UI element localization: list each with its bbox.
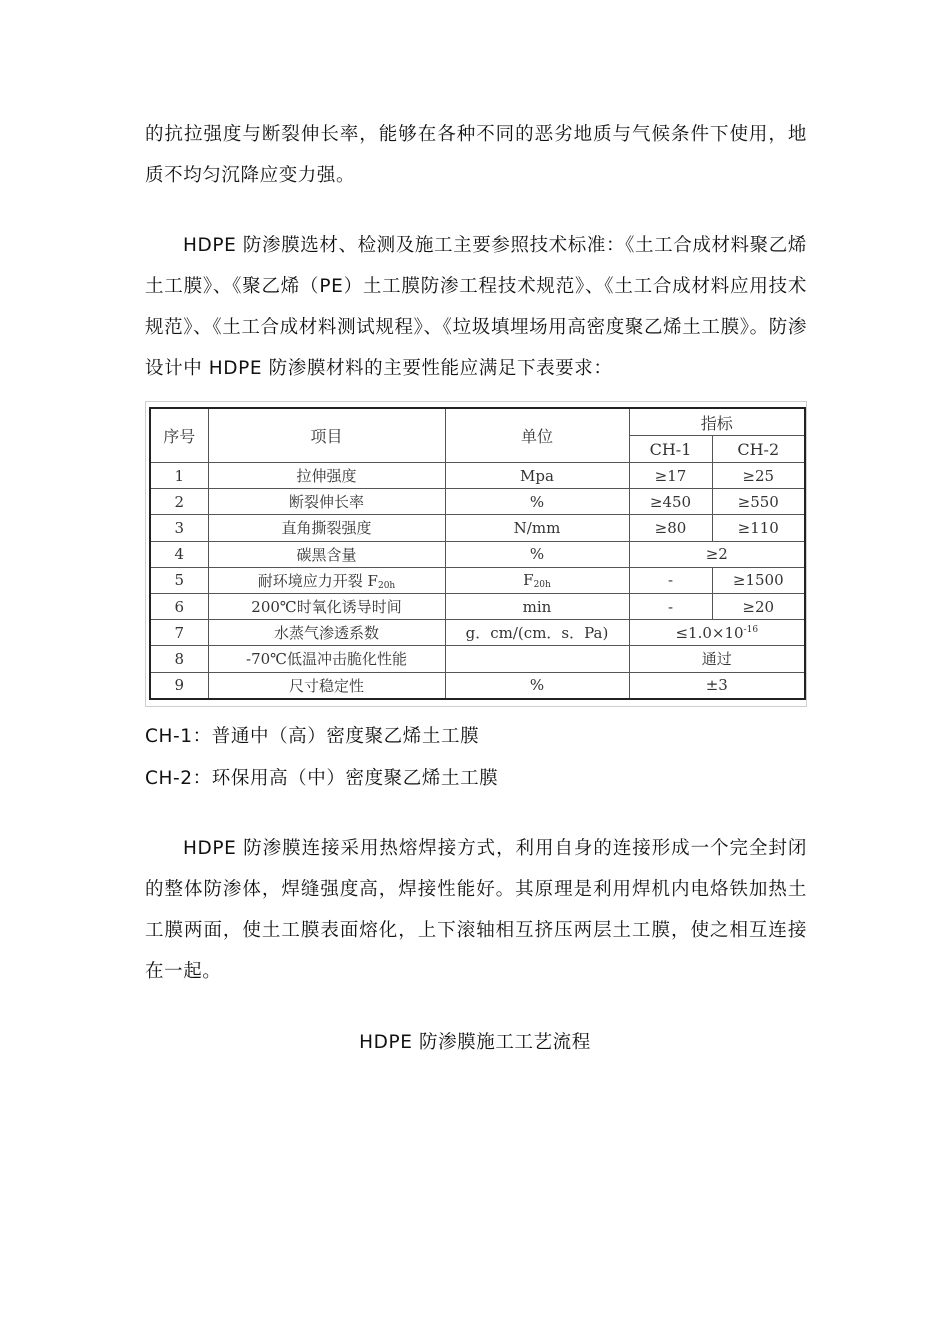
cell-item: 200℃时氧化诱导时间 [208,593,445,619]
header-index: 指标 [629,408,805,436]
cell-unit-subscript: 20h [533,579,551,590]
cell-ch1: - [629,593,712,619]
cell-merged-superscript: -16 [743,624,759,635]
cell-no: 4 [150,541,208,567]
cell-no: 8 [150,646,208,672]
cell-no: 6 [150,593,208,619]
cell-unit: min [445,593,629,619]
cell-ch2: ≥25 [712,463,805,489]
cell-item: 水蒸气渗透系数 [208,620,445,646]
cell-item: 拉伸强度 [208,463,445,489]
cell-index-merged: ≥2 [629,541,805,567]
table-row [150,541,805,567]
header-item: 项目 [208,408,445,463]
cell-item [208,567,445,593]
note-ch1: CH-1：普通中（高）密度聚乙烯土工膜 [145,726,480,747]
table-row [150,672,805,699]
table-row [150,593,805,619]
cell-item: 直角撕裂强度 [208,515,445,541]
cell-unit: % [445,672,629,699]
table-row [150,463,805,489]
cell-no: 2 [150,489,208,515]
cell-unit [445,646,629,672]
cell-no: 1 [150,463,208,489]
cell-ch2: ≥1500 [712,567,805,593]
cell-unit: N/mm [445,515,629,541]
cell-ch1: ≥80 [629,515,712,541]
cell-no: 9 [150,672,208,699]
cell-unit [445,567,629,593]
cell-unit: Mpa [445,463,629,489]
cell-item-subscript: 20h [377,580,396,591]
header-unit: 单位 [445,408,629,463]
cell-ch1: ≥450 [629,489,712,515]
cell-item-text: 耐环境应力开裂 F [257,571,378,590]
cell-ch2: ≥110 [712,515,805,541]
header-no: 序号 [150,408,208,463]
header-ch1: CH-1 [629,436,712,463]
note-ch2: CH-2：环保用高（中）密度聚乙烯土工膜 [145,768,499,789]
spec-table [149,407,806,700]
table-row [150,567,805,593]
cell-item: 断裂伸长率 [208,489,445,515]
cell-no: 5 [150,567,208,593]
cell-unit: g．cm/(cm．s．Pa) [445,620,629,646]
cell-index-merged: 通过 [629,646,805,672]
cell-item: 尺寸稳定性 [208,672,445,699]
cell-ch2: ≥20 [712,593,805,619]
cell-ch2: ≥550 [712,489,805,515]
section-heading: HDPE 防渗膜施工工艺流程 [359,1032,591,1053]
cell-index-merged: ±3 [629,672,805,699]
cell-unit-text: F [523,570,534,589]
table-row [150,620,805,646]
paragraph-welding: HDPE 防渗膜连接采用热熔焊接方式，利用自身的连接形成一个完全封闭的整体防渗体，焊缝强度高，焊接性能好。其原理是利用焊机内电烙铁加热土工膜两面，使土工膜表面熔化，上下滚轴相互挤压两层土工膜，使之相互连接在一起。 [145,838,807,982]
cell-merged-text: ≤1.0×10 [675,623,744,642]
cell-ch1: - [629,567,712,593]
cell-unit: % [445,541,629,567]
header-ch2: CH-2 [712,436,805,463]
cell-item: -70℃低温冲击脆化性能 [208,646,445,672]
cell-ch1: ≥17 [629,463,712,489]
cell-item: 碳黑含量 [208,541,445,567]
cell-unit: % [445,489,629,515]
table-row [150,489,805,515]
paragraph-intro-continued: 的抗拉强度与断裂伸长率，能够在各种不同的恶劣地质与气候条件下使用，地质不均匀沉降应变力强。 [145,124,807,186]
cell-no: 7 [150,620,208,646]
table-row [150,646,805,672]
table-header-row [150,408,805,436]
cell-index-merged [629,620,805,646]
cell-no: 3 [150,515,208,541]
table-row [150,515,805,541]
paragraph-standards: HDPE 防渗膜选材、检测及施工主要参照技术标准：《土工合成材料聚乙烯土工膜》、《聚乙烯（PE）土工膜防渗工程技术规范》、《土工合成材料应用技术规范》、《土工合成材料测试规程》、《垃圾填埋场用高密度聚乙烯土工膜》。防渗设计中 HDPE 防渗膜材料的主要性能应满足下表要求： [145,235,807,379]
spec-table-frame [145,401,807,707]
